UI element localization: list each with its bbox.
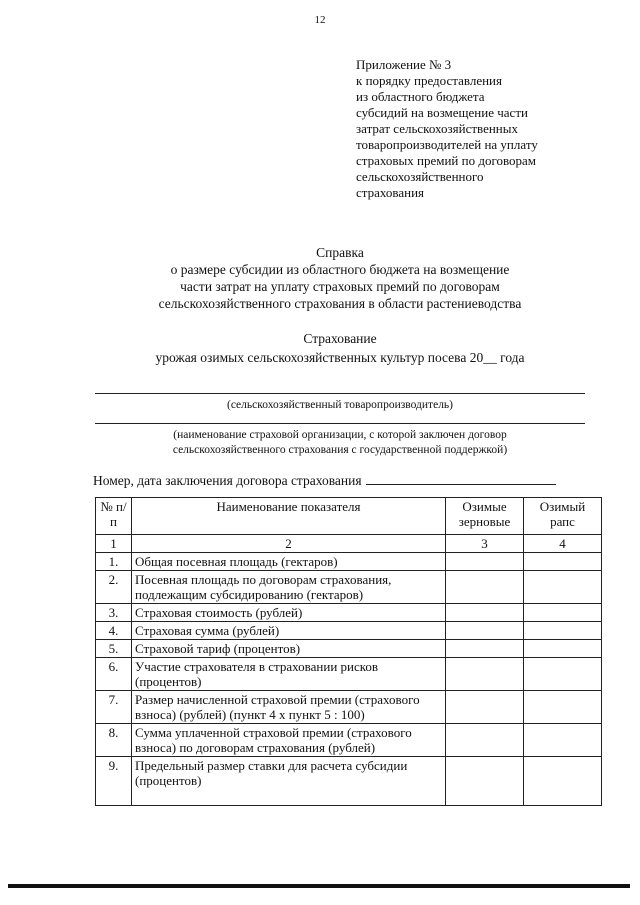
- contract-label: Номер, дата заключения договора страхования: [93, 473, 362, 488]
- caption-line: сельскохозяйственного страхования с государственной поддержкой): [172, 444, 508, 456]
- title-line: части затрат на уплату страховых премий по договорам: [180, 279, 500, 294]
- appendix-line: сельскохозяйственного: [356, 169, 484, 184]
- table-row: [96, 640, 602, 658]
- cell-rapeseed: [524, 658, 602, 691]
- header-rapeseed: Озимый рапс: [524, 498, 602, 535]
- index-cell: 1: [96, 535, 132, 553]
- index-cell: 2: [132, 535, 446, 553]
- table-row: [96, 658, 602, 691]
- row-number: 6.: [96, 658, 132, 691]
- appendix-line: затрат сельскохозяйственных: [356, 121, 518, 136]
- cell-grain: [446, 604, 524, 622]
- cell-grain: [446, 571, 524, 604]
- appendix-line: Приложение № 3: [356, 57, 452, 72]
- cell-rapeseed: [524, 691, 602, 724]
- table-row: [96, 622, 602, 640]
- cell-rapeseed: [524, 571, 602, 604]
- row-name: Посевная площадь по договорам страхования, подлежащим субсидированию (гектаров): [132, 571, 446, 604]
- table-header-row: [96, 498, 602, 535]
- header-indicator: Наименование показателя: [132, 498, 446, 535]
- row-number: 4.: [96, 622, 132, 640]
- row-number: 8.: [96, 724, 132, 757]
- insurer-caption: [95, 428, 585, 458]
- header-grain: Озимые зерновые: [446, 498, 524, 535]
- contract-blank-line: [366, 472, 556, 485]
- cell-rapeseed: [524, 622, 602, 640]
- row-number: 9.: [96, 757, 132, 806]
- row-name: Участие страхователя в страховании рисков (процентов): [132, 658, 446, 691]
- header-number: № п/п: [96, 498, 132, 535]
- cell-grain: [446, 553, 524, 571]
- title-line: Справка: [316, 245, 364, 260]
- document-title: [60, 244, 620, 312]
- row-name: Размер начисленной страховой премии (страхового взноса) (рублей) (пункт 4 х пункт 5 : 100): [132, 691, 446, 724]
- table-row: [96, 571, 602, 604]
- contract-field: [93, 472, 556, 489]
- cell-rapeseed: [524, 724, 602, 757]
- indicators-table: [95, 497, 602, 806]
- cell-grain: [446, 622, 524, 640]
- row-number: 2.: [96, 571, 132, 604]
- insurance-heading: Страхование: [303, 331, 377, 346]
- row-number: 1.: [96, 553, 132, 571]
- row-number: 7.: [96, 691, 132, 724]
- cell-grain: [446, 640, 524, 658]
- appendix-line: субсидий на возмещение части: [356, 105, 528, 120]
- table-index-row: [96, 535, 602, 553]
- page-number: 12: [314, 14, 326, 26]
- producer-line: [95, 393, 585, 394]
- table-row: [96, 757, 602, 806]
- appendix-line: страхования: [356, 185, 425, 200]
- insurance-block: [60, 330, 620, 366]
- cell-grain: [446, 757, 524, 806]
- table-row: [96, 553, 602, 571]
- row-name: Предельный размер ставки для расчета субсидии (процентов): [132, 757, 446, 806]
- scan-bottom-border: [8, 884, 630, 888]
- title-line: сельскохозяйственного страхования в области растениеводства: [158, 296, 522, 311]
- appendix-line: из областного бюджета: [356, 89, 485, 104]
- appendix-line: товаропроизводителей на уплату: [356, 137, 538, 152]
- cell-grain: [446, 658, 524, 691]
- row-name: Страховой тариф (процентов): [132, 640, 446, 658]
- index-cell: 3: [446, 535, 524, 553]
- row-number: 5.: [96, 640, 132, 658]
- cell-rapeseed: [524, 757, 602, 806]
- cell-grain: [446, 691, 524, 724]
- row-name: Общая посевная площадь (гектаров): [132, 553, 446, 571]
- cell-rapeseed: [524, 604, 602, 622]
- appendix-line: страховых премий по договорам: [356, 153, 537, 168]
- cell-rapeseed: [524, 640, 602, 658]
- insurer-line: [95, 423, 585, 424]
- row-name: Страховая сумма (рублей): [132, 622, 446, 640]
- appendix-line: к порядку предоставления: [356, 73, 502, 88]
- table-row: [96, 724, 602, 757]
- table-row: [96, 604, 602, 622]
- caption-line: (наименование страховой организации, с которой заключен договор: [173, 429, 507, 441]
- producer-caption: (сельскохозяйственный товаропроизводитель): [226, 399, 454, 411]
- title-line: о размере субсидии из областного бюджета на возмещение: [170, 262, 510, 277]
- row-name: Сумма уплаченной страховой премии (страхового взноса) по договорам страхования (рублей): [132, 724, 446, 757]
- cell-rapeseed: [524, 553, 602, 571]
- row-name: Страховая стоимость (рублей): [132, 604, 446, 622]
- cell-grain: [446, 724, 524, 757]
- appendix-header: [356, 57, 538, 201]
- table-row: [96, 691, 602, 724]
- index-cell: 4: [524, 535, 602, 553]
- row-number: 3.: [96, 604, 132, 622]
- insurance-subject: урожая озимых сельскохозяйственных культур посева 20__ года: [155, 350, 525, 365]
